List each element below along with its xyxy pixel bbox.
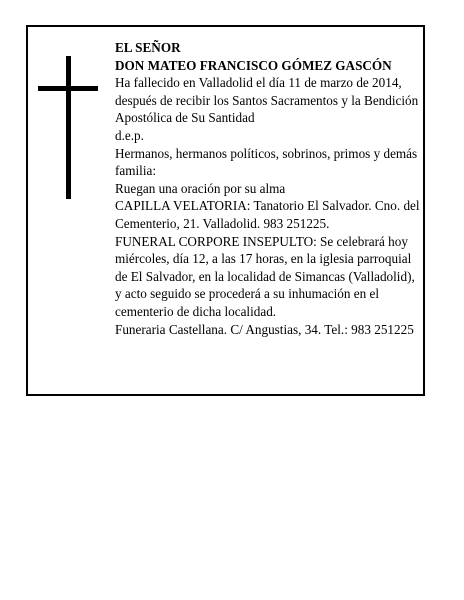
honorific: EL SEÑOR xyxy=(115,40,181,55)
death-statement: Ha fallecido en Valladolid el día 11 de marzo de 2014, después de recibir los Santos Sacramentos y la Bendición Apostólica de Su Santidad xyxy=(115,75,419,126)
funeral-information: FUNERAL CORPORE INSEPULTO: Se celebrará hoy miércoles, día 12, a las 17 horas, en la iglesia parroquial de El Salvador, en la localidad de Simancas (Valladolid), y acto seguido se procederá a su inhumación en el cementerio de dicha localidad. xyxy=(115,233,415,319)
funeral-home: Funeraria Castellana. C/ Angustias, 34. Tel.: 983 251225 xyxy=(115,321,414,337)
obituary-notice xyxy=(26,25,425,396)
family-line: Hermanos, hermanos políticos, sobrinos, primos y demás familia: xyxy=(115,145,418,179)
rip-abbreviation: d.e.p. xyxy=(115,127,144,143)
prayer-request: Ruegan una oración por su alma xyxy=(115,180,286,196)
notice-text xyxy=(115,39,423,338)
latin-cross-icon xyxy=(38,56,98,199)
deceased-name: DON MATEO FRANCISCO GÓMEZ GASCÓN xyxy=(115,57,392,73)
cross-horizontal-bar xyxy=(38,86,98,91)
cross-vertical-bar xyxy=(66,56,71,199)
wake-information: CAPILLA VELATORIA: Tanatorio El Salvador. Cno. del Cementerio, 21. Valladolid. 983 251225. xyxy=(115,198,420,231)
